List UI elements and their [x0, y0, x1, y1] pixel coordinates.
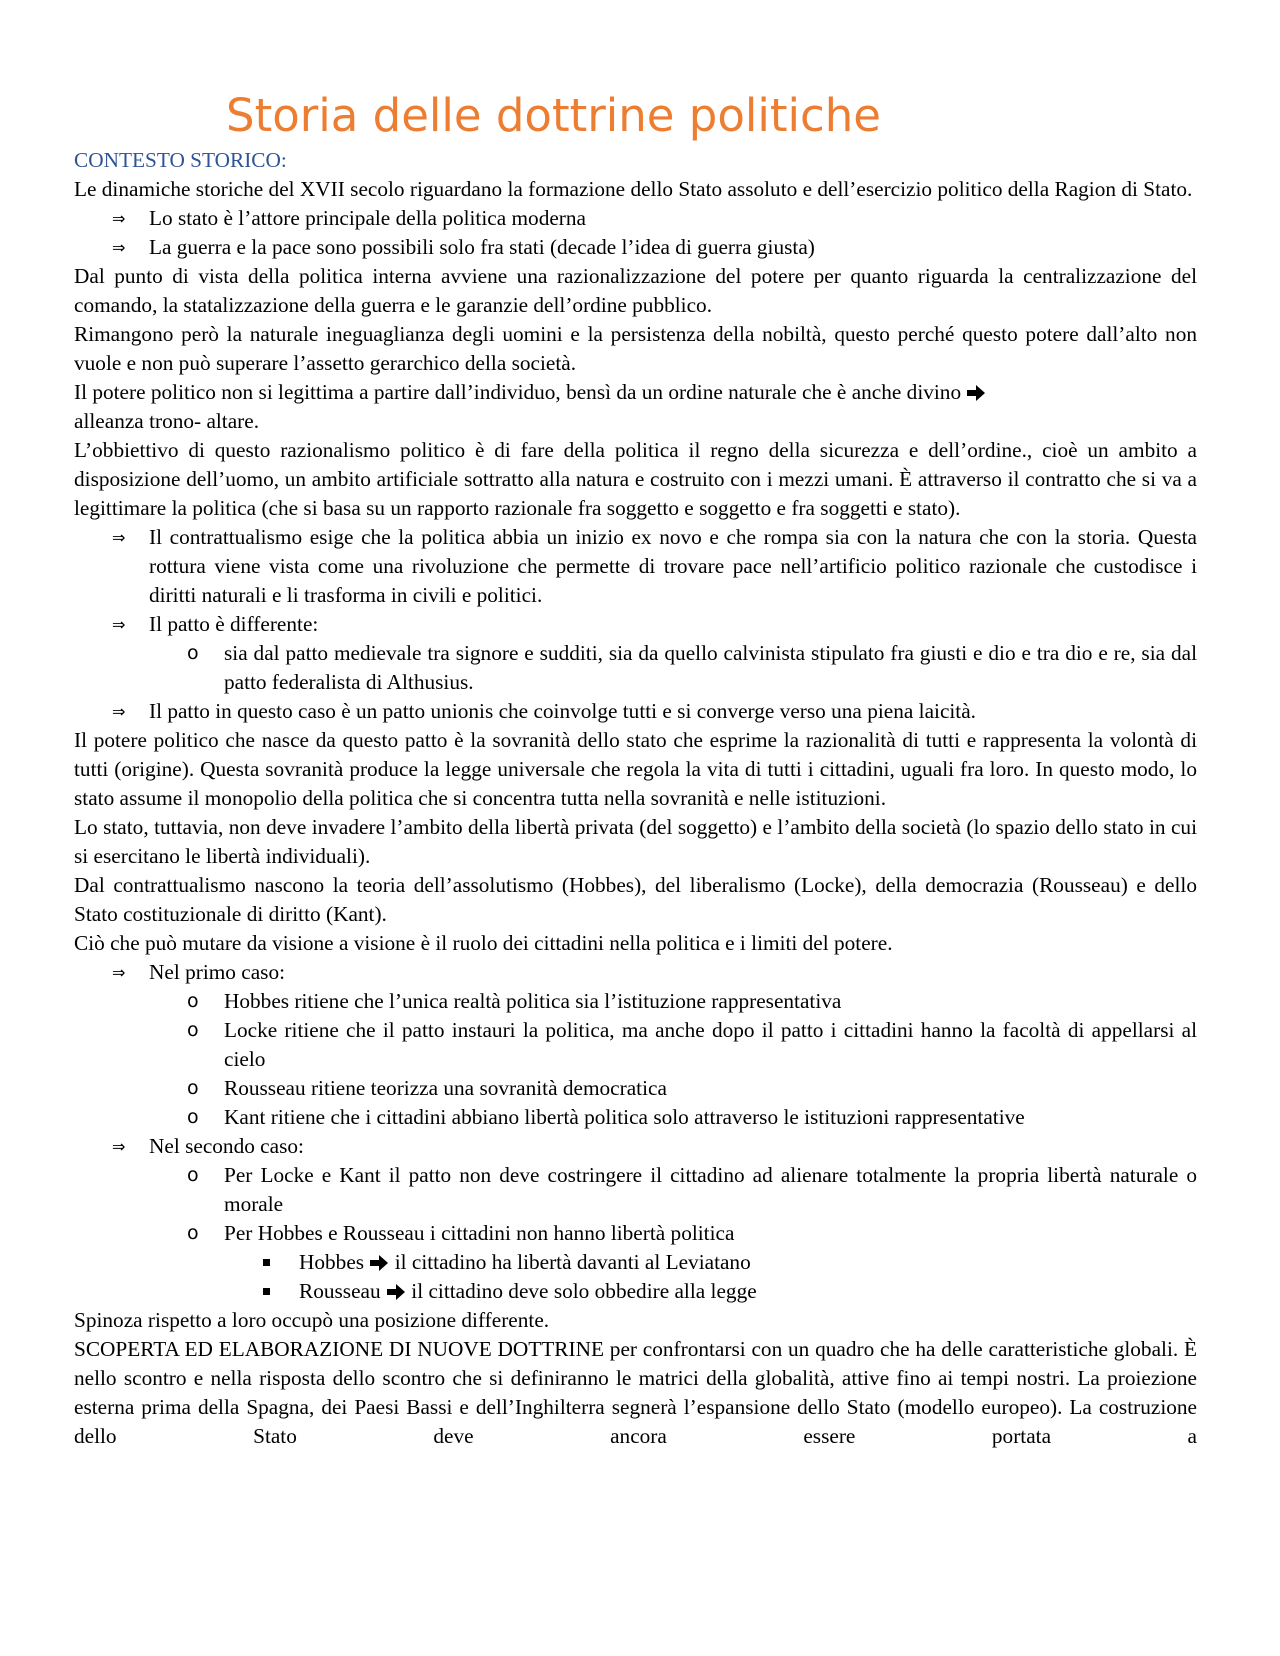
paragraph: Lo stato, tuttavia, non deve invadere l’ambito della libertà privata (del soggetto) e l’ambito della società (lo spazio dello stato in cui si esercitano le libertà individuali). [74, 815, 1197, 868]
circle-bullet-icon: o [187, 642, 199, 664]
bold-arrow-right-icon [369, 1254, 389, 1272]
list-item-text: Rousseau [299, 1279, 381, 1303]
paragraph: L’obbiettivo di questo razionalismo politico è di fare della politica il regno della sicurezza e dell’ordine., cioè un ambito a disposizione dell’uomo, un ambito artificiale sottratto alla natura e costruito con i mezzi umani. È attraverso il contratto che si va a legittimare la politica (che si basa su un rapporto razionale fra soggetto e soggetto e fra soggetti e stato). [74, 438, 1197, 520]
sub-list [149, 987, 1197, 1132]
paragraph: Dal contrattualismo nascono la teoria dell’assolutismo (Hobbes), del liberalismo (Locke), della democrazia (Rousseau) e dello Stato costituzionale di diritto (Kant). [74, 873, 1197, 926]
bullet-list [74, 523, 1197, 726]
sub-list [149, 1161, 1197, 1306]
double-arrow-right-icon: ⇒ [112, 238, 126, 257]
list-item [74, 958, 1197, 1132]
sub-list [149, 639, 1197, 697]
double-arrow-right-icon: ⇒ [112, 528, 126, 547]
section-heading: CONTESTO STORICO: [74, 148, 287, 172]
paragraph-text: alleanza trono- altare. [74, 409, 260, 433]
list-item-text: Il patto è differente: [149, 612, 319, 636]
circle-bullet-icon: o [187, 1164, 199, 1186]
double-arrow-right-icon: ⇒ [112, 963, 126, 982]
circle-bullet-icon: o [187, 1019, 199, 1041]
list-item-text: Hobbes [299, 1250, 365, 1274]
list-item-text: Nel primo caso: [149, 960, 286, 984]
paragraph: Spinoza rispetto a loro occupò una posizione differente. [74, 1308, 550, 1332]
list-item-text: Hobbes ritiene che l’unica realtà politica sia l’istituzione rappresentativa [224, 989, 842, 1013]
sub-list-item [149, 639, 1197, 697]
list-item [74, 610, 1197, 697]
document-title: Storia delle dottrine politiche [226, 89, 881, 142]
list-item-text: il cittadino ha libertà davanti al Leviatano [394, 1250, 751, 1274]
list-item-text: Rousseau ritiene teorizza una sovranità democratica [224, 1076, 667, 1100]
bold-arrow-right-icon [966, 384, 986, 402]
paragraph: Dal punto di vista della politica interna avviene una razionalizzazione del potere per quanto riguarda la centralizzazione del comando, la statalizzazione della guerra e le garanzie dell’ordine pubblico. [74, 264, 1197, 317]
circle-bullet-icon: o [187, 1222, 199, 1244]
list-item [74, 1132, 1197, 1306]
list-item-text: il cittadino deve solo obbedire alla legge [411, 1279, 757, 1303]
circle-bullet-icon: o [187, 1106, 199, 1128]
square-bullet-icon [263, 1288, 270, 1295]
paragraph: Rimangono però la naturale ineguaglianza degli uomini e la persistenza della nobiltà, questo perché questo potere dall’alto non vuole e non può superare l’assetto gerarchico della società. [74, 322, 1197, 375]
list-item [74, 523, 1197, 610]
circle-bullet-icon: o [187, 990, 199, 1012]
double-arrow-right-icon: ⇒ [112, 1137, 126, 1156]
list-item-text: Il patto in questo caso è un patto unionis che coinvolge tutti e si converge verso una piena laicità. [149, 699, 977, 723]
list-item-text: Lo stato è l’attore principale della politica moderna [149, 206, 587, 230]
double-arrow-right-icon: ⇒ [112, 615, 126, 634]
list-item [74, 233, 1197, 262]
paragraph-text: Il potere politico non si legittima a partire dall’individuo, bensì da un ordine naturale che è anche divino [74, 380, 962, 404]
paragraph [74, 378, 1197, 436]
circle-bullet-icon: o [187, 1077, 199, 1099]
list-item-text: Nel secondo caso: [149, 1134, 304, 1158]
bullet-list [74, 958, 1197, 1306]
list-item-text: Kant ritiene che i cittadini abbiano libertà politica solo attraverso le istituzioni rappresentative [224, 1105, 1025, 1129]
square-bullet-icon [263, 1259, 270, 1266]
sub-list-item [149, 1074, 1197, 1103]
list-item-text: Per Locke e Kant il patto non deve costringere il cittadino ad alienare totalmente la propria libertà naturale o morale [224, 1163, 1197, 1216]
sub-list-item [149, 1219, 1197, 1306]
sub-list-item [149, 1016, 1197, 1074]
list-item-text: La guerra e la pace sono possibili solo fra stati (decade l’idea di guerra giusta) [149, 235, 815, 259]
sub-sub-list [224, 1248, 1197, 1306]
sub-sub-list-item [224, 1277, 1197, 1306]
sub-list-item [149, 987, 1197, 1016]
list-item-text: Il contrattualismo esige che la politica abbia un inizio ex novo e che rompa sia con la natura che con la storia. Questa rottura viene vista come una rivoluzione che permette di trovare pace nell’artificio politico razionale che custodisce i diritti naturali e li trasforma in civili e politici. [149, 525, 1197, 607]
double-arrow-right-icon: ⇒ [112, 209, 126, 228]
bold-arrow-right-icon [386, 1283, 406, 1301]
sub-list-item [149, 1103, 1197, 1132]
double-arrow-right-icon: ⇒ [112, 702, 126, 721]
sub-sub-list-item [224, 1248, 1197, 1277]
list-item [74, 697, 1197, 726]
paragraph: Ciò che può mutare da visione a visione è il ruolo dei cittadini nella politica e i limiti del potere. [74, 931, 893, 955]
paragraph: Le dinamiche storiche del XVII secolo riguardano la formazione dello Stato assoluto e dell’esercizio politico della Ragion di Stato. [74, 177, 1193, 201]
paragraph: Il potere politico che nasce da questo patto è la sovranità dello stato che esprime la razionalità di tutti e rappresenta la volontà di tutti (origine). Questa sovranità produce la legge universale che regola la vita di tutti i cittadini, uguali fra loro. In questo modo, lo stato assume il monopolio della politica che si concentra tutta nella sovranità e nelle istituzioni. [74, 728, 1197, 810]
list-item-text: sia dal patto medievale tra signore e sudditi, sia da quello calvinista stipulato fra giusti e dio e tra dio e re, sia dal patto federalista di Althusius. [224, 641, 1197, 694]
list-item-text: Locke ritiene che il patto instauri la politica, ma anche dopo il patto i cittadini hanno la facoltà di appellarsi al cielo [224, 1018, 1197, 1071]
list-item [74, 204, 1197, 233]
sub-list-item [149, 1161, 1197, 1219]
bullet-list [74, 204, 1197, 262]
list-item-text: Per Hobbes e Rousseau i cittadini non hanno libertà politica [224, 1221, 735, 1245]
paragraph: SCOPERTA ED ELABORAZIONE DI NUOVE DOTTRINE per confrontarsi con un quadro che ha delle caratteristiche globali. È nello scontro e nella risposta dello scontro che si definiranno le matrici della globalità, attive fino ai tempi nostri. La proiezione esterna prima della Spagna, dei Paesi Bassi e dell’Inghilterra segnerà l’espansione dello Stato (modello europeo). La costruzione dello Stato deve ancora essere portata a [74, 1337, 1197, 1448]
